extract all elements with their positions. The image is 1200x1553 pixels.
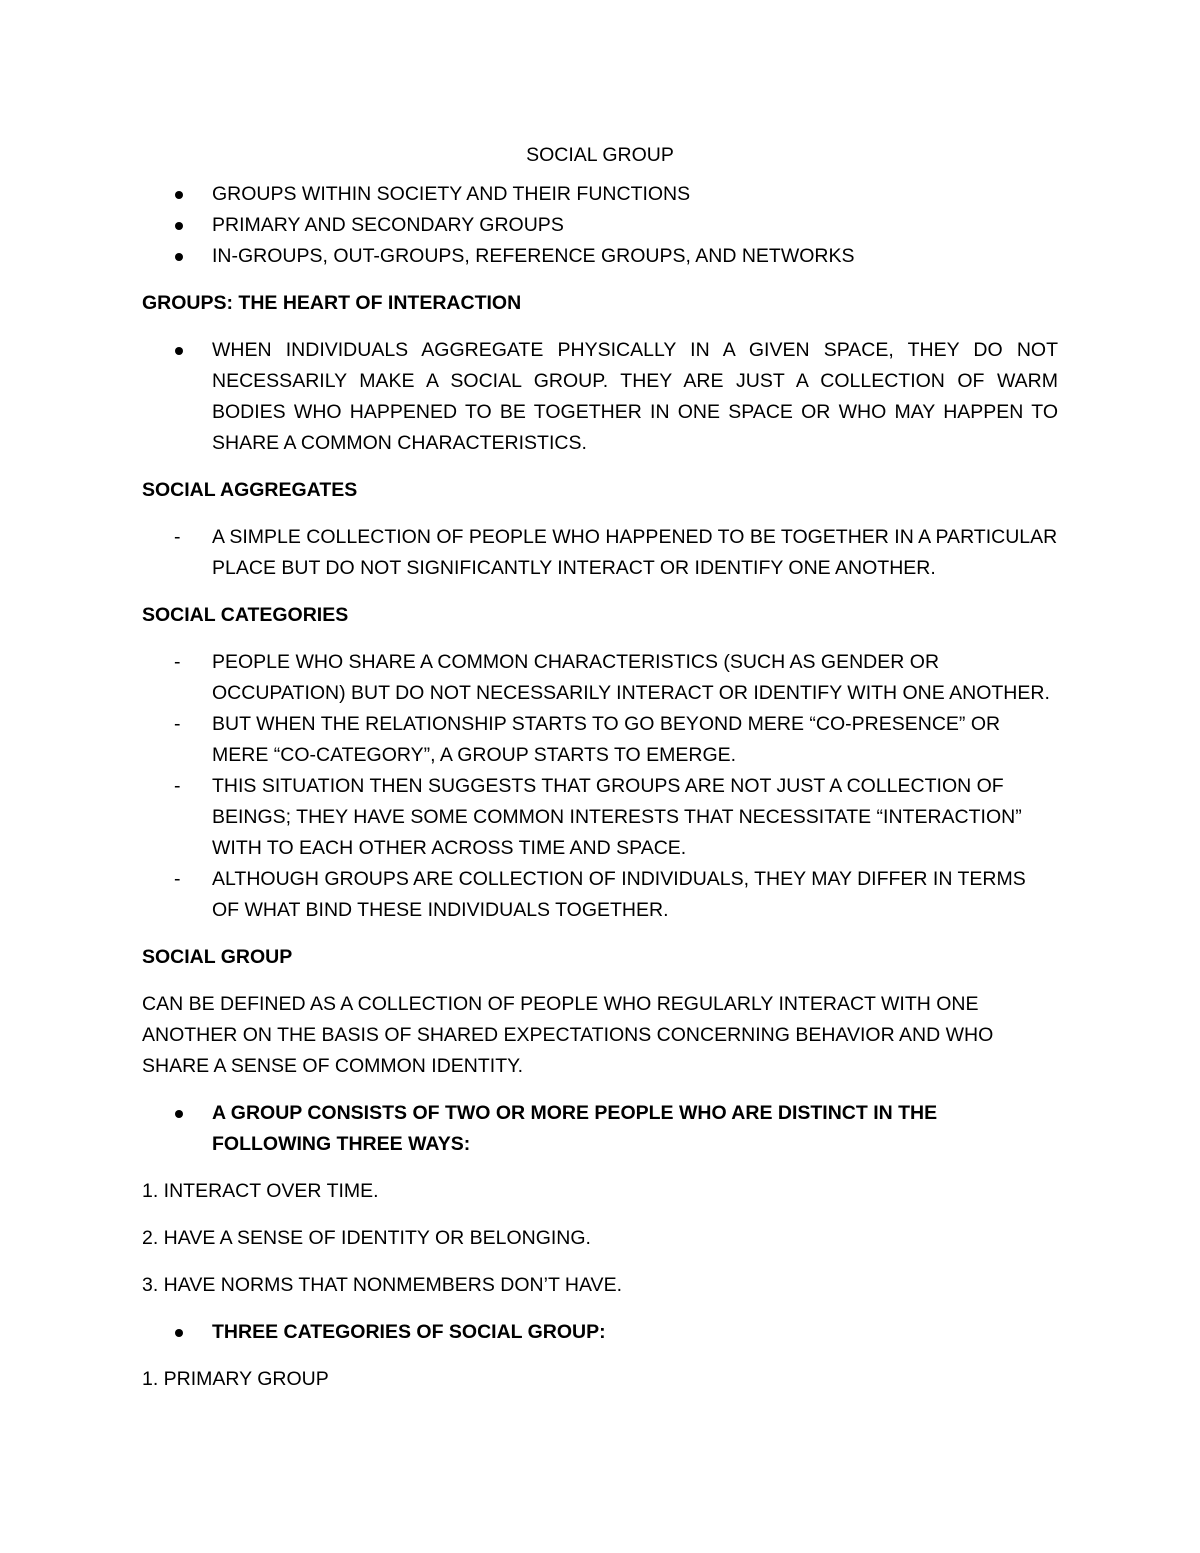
intro-bullet-item xyxy=(142,210,1058,241)
document-title: SOCIAL GROUP xyxy=(526,144,674,166)
categories-item xyxy=(142,647,1058,709)
way-item: 2. HAVE A SENSE OF IDENTITY OR BELONGING. xyxy=(142,1227,591,1249)
dash-marker: - xyxy=(174,713,181,735)
categories-bullet-list xyxy=(142,1317,1058,1348)
section-heading-aggregates: SOCIAL AGGREGATES xyxy=(142,479,358,501)
intro-bullet-text: GROUPS WITHIN SOCIETY AND THEIR FUNCTIONS xyxy=(212,183,691,205)
intro-bullet-text: IN-GROUPS, OUT-GROUPS, REFERENCE GROUPS, AND NETWORKS xyxy=(212,245,855,267)
categories-item-text: BUT WHEN THE RELATIONSHIP STARTS TO GO BEYOND MERE “CO-PRESENCE” OR MERE “CO-CATEGORY”, A GROUP STARTS TO EMERGE. xyxy=(212,713,1001,766)
categories-item xyxy=(142,864,1058,926)
categories-item-text: PEOPLE WHO SHARE A COMMON CHARACTERISTICS (SUCH AS GENDER OR OCCUPATION) BUT DO NOT NECESSARILY INTERACT OR IDENTIFY WITH ONE ANOTHER. xyxy=(212,651,1050,704)
intro-bullet-item xyxy=(142,179,1058,210)
way-item: 1. INTERACT OVER TIME. xyxy=(142,1180,379,1202)
dash-marker: - xyxy=(174,775,181,797)
social-group-definition: CAN BE DEFINED AS A COLLECTION OF PEOPLE WHO REGULARLY INTERACT WITH ONE ANOTHER ON THE BASIS OF SHARED EXPECTATIONS CONCERNING BEHAVIOR AND WHO SHARE A SENSE OF COMMON IDENTITY. xyxy=(142,993,994,1077)
interaction-bullet-list xyxy=(142,335,1058,459)
way-item: 3. HAVE NORMS THAT NONMEMBERS DON’T HAVE. xyxy=(142,1274,622,1296)
categories-item-text: ALTHOUGH GROUPS ARE COLLECTION OF INDIVIDUALS, THEY MAY DIFFER IN TERMS OF WHAT BIND THESE INDIVIDUALS TOGETHER. xyxy=(212,868,1026,921)
intro-bullet-text: PRIMARY AND SECONDARY GROUPS xyxy=(212,214,564,236)
aggregates-item-text: A SIMPLE COLLECTION OF PEOPLE WHO HAPPENED TO BE TOGETHER IN A PARTICULAR PLACE BUT DO NOT SIGNIFICANTLY INTERACT OR IDENTIFY ONE ANOTHER. xyxy=(212,526,1058,579)
ways-bullet-list xyxy=(142,1098,1058,1160)
bullet-icon xyxy=(175,253,183,261)
ways-bullet-text: A GROUP CONSISTS OF TWO OR MORE PEOPLE WHO ARE DISTINCT IN THE FOLLOWING THREE WAYS: xyxy=(212,1102,938,1155)
aggregates-item xyxy=(142,522,1058,584)
dash-marker: - xyxy=(174,526,181,548)
bullet-icon xyxy=(175,347,183,355)
bullet-icon xyxy=(175,1329,183,1337)
intro-bullet-list xyxy=(142,179,1058,272)
aggregates-list xyxy=(142,522,1058,584)
dash-marker: - xyxy=(174,868,181,890)
bullet-icon xyxy=(175,222,183,230)
bullet-icon xyxy=(175,1110,183,1118)
document-page xyxy=(142,140,1058,1395)
section-heading-categories: SOCIAL CATEGORIES xyxy=(142,604,349,626)
categories-item xyxy=(142,771,1058,864)
section-heading-interaction: GROUPS: THE HEART OF INTERACTION xyxy=(142,292,522,314)
ways-bullet-item xyxy=(142,1098,1058,1160)
categories-list xyxy=(142,647,1058,926)
intro-bullet-item xyxy=(142,241,1058,272)
categories-item xyxy=(142,709,1058,771)
section-heading-social-group: SOCIAL GROUP xyxy=(142,946,293,968)
category-item: 1. PRIMARY GROUP xyxy=(142,1368,329,1390)
interaction-bullet-item xyxy=(142,335,1058,459)
interaction-bullet-text: WHEN INDIVIDUALS AGGREGATE PHYSICALLY IN A GIVEN SPACE, THEY DO NOT NECESSARILY MAKE A SOCIAL GROUP. THEY ARE JUST A COLLECTION OF WARM BODIES WHO HAPPENED TO BE TOGETHER IN ONE SPACE OR WHO MAY HAPPEN TO SHARE A COMMON CHARACTERISTICS. xyxy=(212,339,1058,454)
categories-bullet-text: THREE CATEGORIES OF SOCIAL GROUP: xyxy=(212,1321,606,1343)
categories-item-text: THIS SITUATION THEN SUGGESTS THAT GROUPS ARE NOT JUST A COLLECTION OF BEINGS; THEY HAVE SOME COMMON INTERESTS THAT NECESSITATE “INTERACTION” WITH TO EACH OTHER ACROSS TIME AND SPACE. xyxy=(212,775,1022,859)
categories-bullet-item xyxy=(142,1317,1058,1348)
dash-marker: - xyxy=(174,651,181,673)
bullet-icon xyxy=(175,191,183,199)
